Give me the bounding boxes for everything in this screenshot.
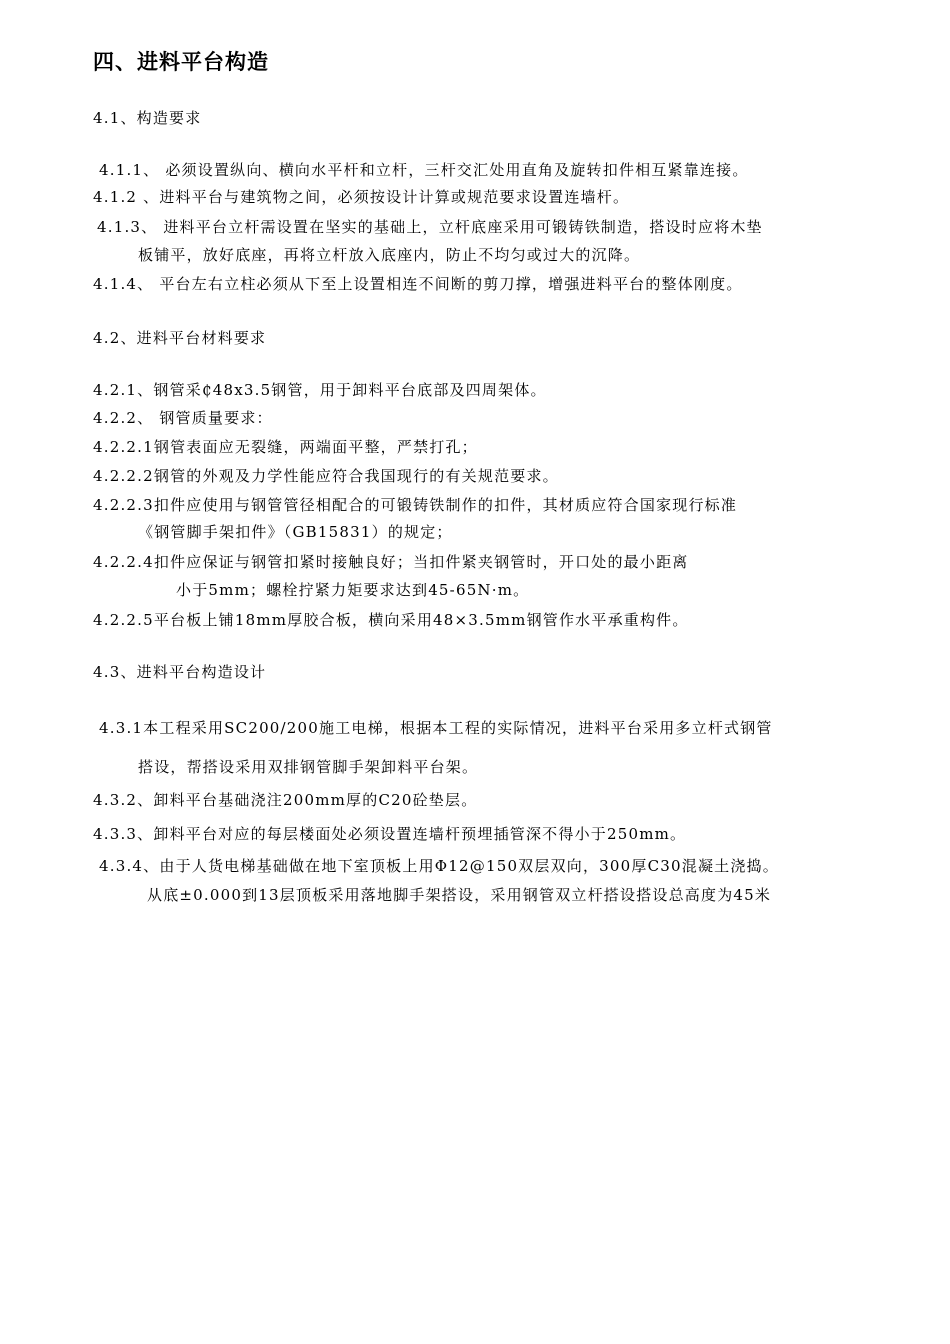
paragraph-4-2-2: 4.2.2、 钢管质量要求： (93, 409, 273, 427)
paragraph-4-1-2: 4.1.2 、进料平台与建筑物之间，必须按设计计算或规范要求设置连墙杆。 (93, 188, 630, 206)
paragraph-4-1-4: 4.1.4、 平台左右立柱必须从下至上设置相连不间断的剪刀撑，增强进料平台的整体刚度。 (93, 275, 743, 293)
paragraph-4-2-2-5: 4.2.2.5平台板上铺18mm厚胶合板，横向采用48×3.5mm钢管作水平承重构件。 (93, 611, 689, 629)
document-title: 四、进料平台构造 (93, 50, 269, 74)
paragraph-4-3-4: 4.3.4、由于人货电梯基础做在地下室顶板上用Φ12@150双层双向，300厚C30混凝土浇捣。 (99, 857, 779, 875)
section-heading-4-3: 4.3、进料平台构造设计 (93, 663, 267, 681)
paragraph-4-3-1-cont: 搭设，帮搭设采用双排钢管脚手架卸料平台架。 (138, 758, 479, 776)
paragraph-4-2-2-4: 4.2.2.4扣件应保证与钢管扣紧时接触良好；当扣件紧夹钢管时，开口处的最小距离 (93, 553, 689, 571)
paragraph-4-3-3: 4.3.3、卸料平台对应的每层楼面处必须设置连墙杆预埋插管深不得小于250mm。 (93, 825, 687, 843)
paragraph-4-2-2-2: 4.2.2.2钢管的外观及力学性能应符合我国现行的有关规范要求。 (93, 467, 559, 485)
paragraph-4-1-3-cont: 板铺平，放好底座，再将立杆放入底座内，防止不均匀或过大的沉降。 (138, 246, 641, 264)
paragraph-4-3-1: 4.3.1本工程采用SC200/200施工电梯，根据本工程的实际情况，进料平台采用多立杆式钢管 (99, 719, 773, 737)
paragraph-4-2-1: 4.2.1、钢管采₵48x3.5钢管，用于卸料平台底部及四周架体。 (93, 381, 547, 399)
paragraph-4-2-2-3: 4.2.2.3扣件应使用与钢管管径相配合的可锻铸铁制作的扣件，其材质应符合国家现行标准 (93, 496, 738, 514)
paragraph-4-2-2-1: 4.2.2.1钢管表面应无裂缝，两端面平整，严禁打孔； (93, 438, 478, 456)
paragraph-4-2-2-3-cont: 《钢管脚手架扣件》（GB15831）的规定； (138, 523, 453, 541)
section-heading-4-2: 4.2、进料平台材料要求 (93, 329, 267, 347)
paragraph-4-1-3: 4.1.3、 进料平台立杆需设置在坚实的基础上，立杆底座采用可锻铸铁制造，搭设时应将木垫 (97, 218, 763, 236)
paragraph-4-3-4-cont: 从底±0.000到13层顶板采用落地脚手架搭设，采用钢管双立杆搭设搭设总高度为45米 (147, 886, 772, 904)
paragraph-4-3-2: 4.3.2、卸料平台基础浇注200mm厚的C20砼垫层。 (93, 791, 478, 809)
paragraph-4-1-1: 4.1.1、 必须设置纵向、横向水平杆和立杆，三杆交汇处用直角及旋转扣件相互紧靠连接。 (99, 161, 749, 179)
paragraph-4-2-2-4-cont: 小于5mm；螺栓拧紧力矩要求达到45-65N·m。 (176, 581, 530, 599)
section-heading-4-1: 4.1、构造要求 (93, 109, 202, 127)
